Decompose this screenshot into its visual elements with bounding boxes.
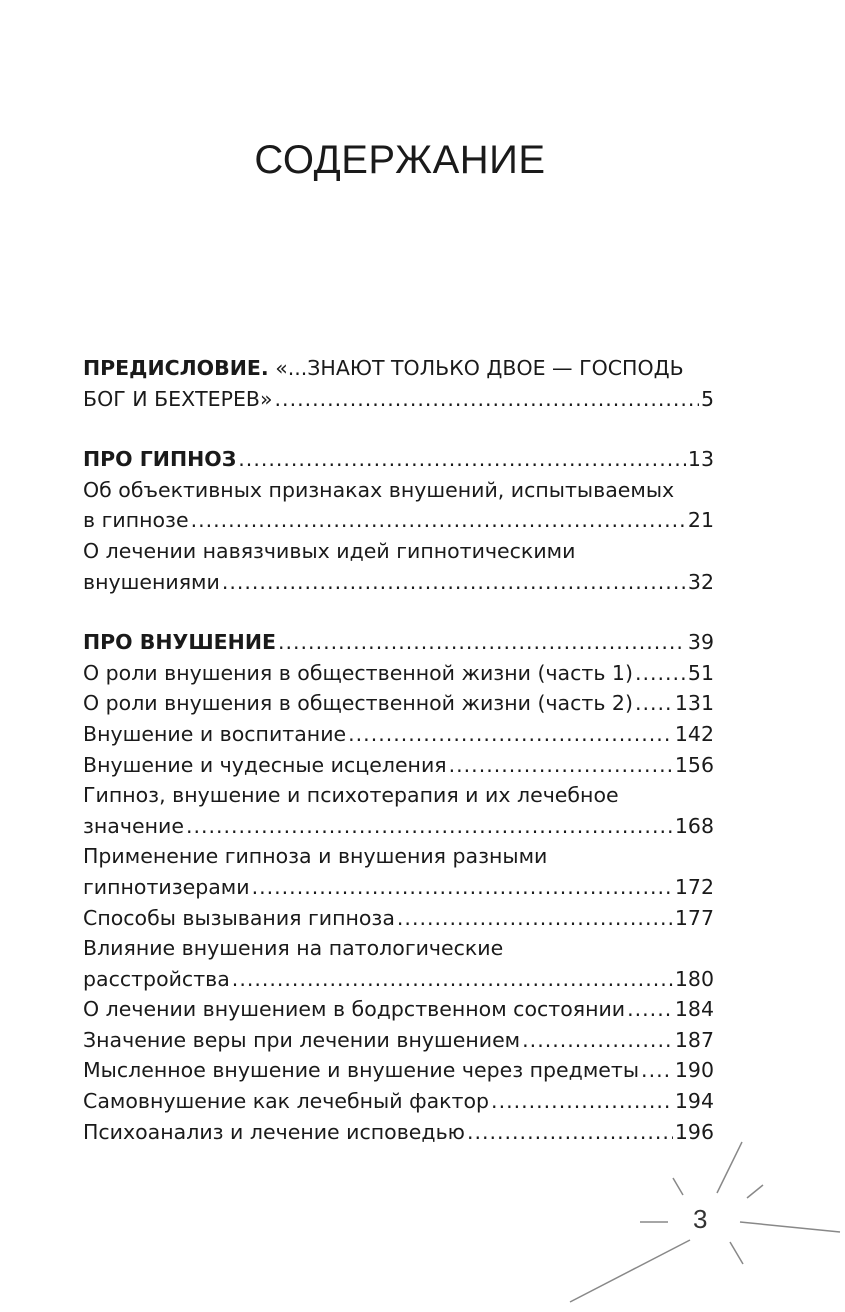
toc-entry-text bbox=[83, 964, 230, 995]
toc-page-number: 196 bbox=[674, 1119, 714, 1144]
toc-section bbox=[83, 353, 714, 414]
toc-page-number: 13 bbox=[687, 447, 714, 472]
toc-page-number: 21 bbox=[687, 508, 714, 533]
toc-entry-text bbox=[83, 1117, 465, 1148]
toc-title: Способы вызывания гипноза bbox=[83, 905, 395, 930]
toc-heading: ПРЕДИСЛОВИЕ. bbox=[83, 356, 269, 380]
toc-line bbox=[83, 903, 714, 934]
toc-leader-dots bbox=[397, 903, 673, 934]
page-number: 3 bbox=[693, 1204, 708, 1234]
toc-line bbox=[83, 750, 714, 781]
toc-line bbox=[83, 841, 714, 872]
toc-leader-dots bbox=[238, 444, 686, 475]
toc-line bbox=[83, 872, 714, 903]
toc-title: Самовнушение как лечебный фактор bbox=[83, 1089, 490, 1114]
toc-title: «...ЗНАЮТ ТОЛЬКО ДВОЕ — ГОСПОДЬ bbox=[268, 356, 684, 380]
toc-leader-dots bbox=[641, 1055, 673, 1086]
toc-title: БОГ И БЕХТЕРЕВ» bbox=[83, 386, 273, 411]
toc-page-number: 190 bbox=[674, 1058, 714, 1083]
toc-page-number: 172 bbox=[674, 874, 714, 899]
toc-line bbox=[83, 688, 714, 719]
toc-title: Мысленное внушение и внушение через предметы bbox=[83, 1058, 640, 1083]
toc-title: Внушение и чудесные исцеления bbox=[83, 752, 447, 777]
toc-line bbox=[83, 384, 714, 415]
toc-entry-text bbox=[83, 780, 619, 811]
toc-leader-dots bbox=[232, 964, 673, 995]
toc-title: О лечении внушением в бодрственном состоянии bbox=[83, 997, 626, 1022]
toc-leader-dots bbox=[635, 658, 686, 689]
toc-title: гипнотизерами bbox=[83, 874, 250, 899]
toc-entry-text bbox=[83, 536, 575, 567]
toc-section bbox=[83, 627, 714, 1147]
toc-line bbox=[83, 719, 714, 750]
toc-entry-text bbox=[83, 475, 674, 506]
toc-entry-text bbox=[83, 1086, 489, 1117]
toc-page-number: 39 bbox=[687, 630, 714, 655]
toc-page-number: 5 bbox=[700, 386, 714, 411]
toc-title: в гипнозе bbox=[83, 508, 189, 533]
toc-page-number: 177 bbox=[674, 905, 714, 930]
toc-line bbox=[83, 1055, 714, 1086]
toc-line bbox=[83, 444, 714, 475]
toc-title: Гипноз, внушение и психотерапия и их лечебное bbox=[83, 783, 619, 808]
toc-entry-text bbox=[83, 384, 273, 415]
toc-leader-dots bbox=[627, 994, 673, 1025]
toc-entry-text bbox=[83, 567, 220, 598]
toc-page-number: 187 bbox=[674, 1027, 714, 1052]
toc-entry-text bbox=[83, 841, 547, 872]
toc-title: Внушение и воспитание bbox=[83, 721, 347, 746]
toc-title: Психоанализ и лечение исповедью bbox=[83, 1119, 465, 1144]
toc-title: Влияние внушения на патологические bbox=[83, 936, 504, 961]
toc-entry-text bbox=[83, 505, 189, 536]
toc-heading: ПРО ГИПНОЗ bbox=[83, 447, 237, 472]
toc-entry-text bbox=[83, 994, 625, 1025]
toc-title: Значение веры при лечении внушением bbox=[83, 1027, 521, 1052]
toc-heading: ПРО ВНУШЕНИЕ bbox=[83, 630, 276, 655]
toc-leader-dots bbox=[252, 872, 673, 903]
page-title: СОДЕРЖАНИЕ bbox=[254, 138, 546, 182]
toc-title: значение bbox=[83, 813, 184, 838]
toc-line bbox=[83, 1025, 714, 1056]
toc-title: О роли внушения в общественной жизни (часть 1) bbox=[83, 660, 633, 685]
toc-leader-dots bbox=[522, 1025, 673, 1056]
toc-title: О лечении навязчивых идей гипнотическими bbox=[83, 538, 576, 563]
toc-line bbox=[83, 994, 714, 1025]
table-of-contents bbox=[83, 353, 714, 1177]
toc-entry-text bbox=[83, 1025, 520, 1056]
page-number-decoration bbox=[560, 1140, 845, 1312]
toc-page-number: 194 bbox=[674, 1089, 714, 1114]
toc-line bbox=[83, 933, 714, 964]
toc-line bbox=[83, 1086, 714, 1117]
toc-title: расстройства bbox=[83, 966, 230, 991]
toc-page-number: 168 bbox=[674, 813, 714, 838]
toc-title: внушениями bbox=[83, 569, 220, 594]
toc-line bbox=[83, 536, 714, 567]
toc-line bbox=[83, 811, 714, 842]
toc-entry-text bbox=[83, 1055, 639, 1086]
toc-entry-text bbox=[83, 658, 633, 689]
toc-page-number: 131 bbox=[674, 691, 714, 716]
toc-line bbox=[83, 505, 714, 536]
toc-entry-text bbox=[83, 353, 684, 384]
toc-line bbox=[83, 964, 714, 995]
toc-entry-text bbox=[83, 688, 633, 719]
toc-leader-dots bbox=[222, 567, 686, 598]
toc-leader-dots bbox=[191, 505, 686, 536]
toc-entry-text bbox=[83, 872, 250, 903]
toc-entry-text bbox=[83, 719, 346, 750]
toc-leader-dots bbox=[635, 688, 673, 719]
toc-page-number: 156 bbox=[674, 752, 714, 777]
toc-entry-text bbox=[83, 444, 236, 475]
toc-title: О роли внушения в общественной жизни (часть 2) bbox=[83, 691, 633, 716]
toc-entry-text bbox=[83, 903, 395, 934]
toc-entry-text bbox=[83, 811, 184, 842]
toc-title: Применение гипноза и внушения разными bbox=[83, 844, 548, 869]
toc-entry-text bbox=[83, 627, 276, 658]
toc-entry-text bbox=[83, 933, 503, 964]
toc-line bbox=[83, 567, 714, 598]
toc-line bbox=[83, 475, 714, 506]
toc-leader-dots bbox=[348, 719, 673, 750]
toc-page-number: 180 bbox=[674, 966, 714, 991]
toc-page-number: 184 bbox=[674, 997, 714, 1022]
toc-leader-dots bbox=[278, 627, 686, 658]
toc-line bbox=[83, 627, 714, 658]
toc-line bbox=[83, 658, 714, 689]
toc-page-number: 32 bbox=[687, 569, 714, 594]
toc-page-number: 51 bbox=[687, 660, 714, 685]
toc-leader-dots bbox=[449, 750, 673, 781]
toc-leader-dots bbox=[275, 384, 699, 415]
toc-line bbox=[83, 780, 714, 811]
toc-leader-dots bbox=[186, 811, 673, 842]
toc-title: Об объективных признаках внушений, испытываемых bbox=[83, 477, 675, 502]
toc-entry-text bbox=[83, 750, 447, 781]
toc-section bbox=[83, 444, 714, 597]
toc-leader-dots bbox=[491, 1086, 673, 1117]
toc-line bbox=[83, 353, 714, 384]
toc-page-number: 142 bbox=[674, 721, 714, 746]
